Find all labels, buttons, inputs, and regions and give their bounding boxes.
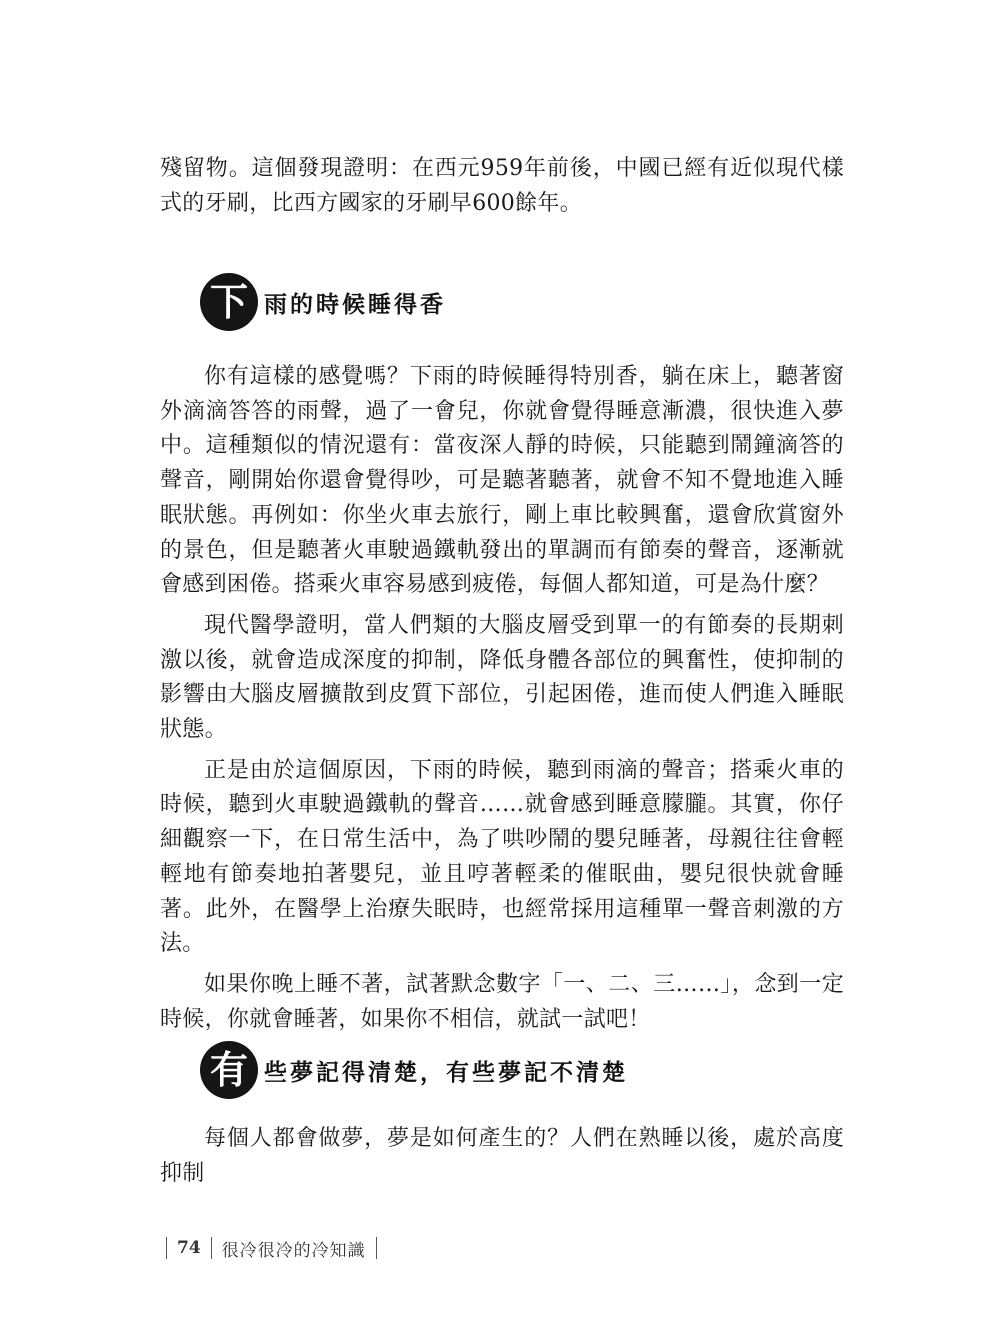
section-heading-dream-memory — [200, 1040, 628, 1100]
page-footer — [166, 1236, 377, 1260]
body-paragraph: 每個人都會做夢，夢是如何產生的？人們在熟睡以後，處於高度抑制 — [160, 1126, 844, 1186]
heading-initial-badge: 下 — [200, 273, 258, 331]
section-body-rain-sleep — [160, 360, 844, 1043]
body-paragraph: 如果你晚上睡不著，試著默念數字「一、二、三……」，念到一定時候，你就會睡著，如果你不相信，就試一試吧！ — [160, 971, 844, 1032]
continuation-text-block — [160, 152, 844, 227]
body-paragraph: 現代醫學證明，當人們類的大腦皮層受到單一的有節奏的長期刺激以後，就會造成深度的抑制，降低身體各部位的興奮性，使抑制的影響由大腦皮層擴散到皮質下部位，引起困倦，進而使人們進入睡眠狀態。 — [160, 612, 844, 743]
body-paragraph: 你有這樣的感覺嗎？下雨的時候睡得特別香，躺在床上，聽著窗外滴滴答答的雨聲，過了一會兒，你就會覺得睡意漸濃，很快進入夢中。這種類似的情況還有：當夜深人靜的時候，只能聽到鬧鐘滴答的聲音，剛開始你還會覺得吵，可是聽著聽著，就會不知不覺地進入睡眠狀態。再例如：你坐火車去旅行，剛上車比較興奮，還會欣賞窗外的景色，但是聽著火車駛過鐵軌發出的單調而有節奏的聲音，逐漸就會感到困倦。搭乘火車容易感到疲倦，每個人都知道，可是為什麼？ — [160, 364, 844, 598]
heading-title: 雨的時候睡得香 — [264, 291, 446, 318]
body-paragraph: 正是由於這個原因，下雨的時候，聽到雨滴的聲音；搭乘火車的時候，聽到火車駛過鐵軌的聲音……就會感到睡意朦朧。其實，你仔細觀察一下，在日常生活中，為了哄吵鬧的嬰兒睡著，母親往往會輕輕地有節奏地拍著嬰兒，並且哼著輕柔的催眠曲，嬰兒很快就會睡著。此外，在醫學上治療失眠時，也經常採用這種單一聲音刺激的方法。 — [160, 757, 844, 957]
page-number: 74 — [177, 1238, 201, 1258]
heading-initial-badge: 有 — [200, 1041, 258, 1099]
section-heading-rain-sleep — [200, 272, 446, 332]
section-body-dream-memory — [160, 1122, 844, 1197]
continuation-paragraph: 殘留物。這個發現證明：在西元959年前後，中國已經有近似現代樣式的牙刷，比西方國家的牙刷早600餘年。 — [160, 156, 844, 216]
footer-divider — [376, 1237, 377, 1259]
heading-title: 些夢記得清楚，有些夢記不清楚 — [264, 1059, 628, 1086]
book-title: 很冷很冷的冷知識 — [221, 1240, 366, 1261]
